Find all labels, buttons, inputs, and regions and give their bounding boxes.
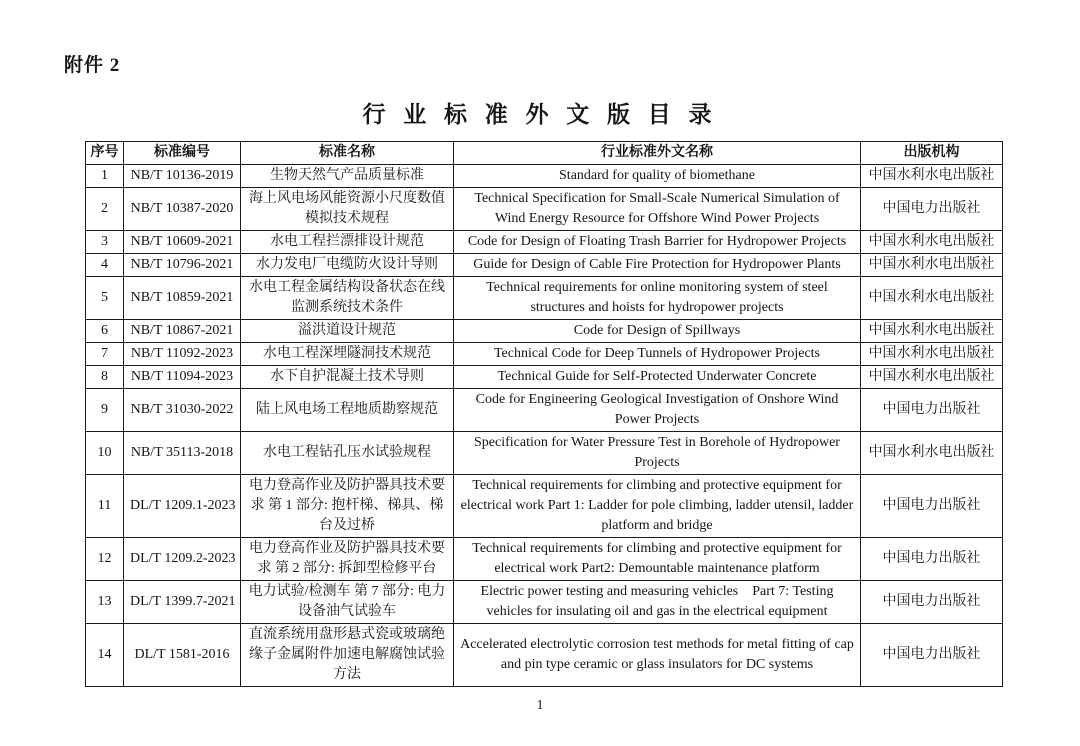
standard-name-en: Electric power testing and measuring vehicles Part 7: Testing vehicles for insulating oil and gas in the electrical equipment (454, 581, 861, 624)
publisher: 中国水利水电出版社 (861, 366, 1003, 389)
standard-code: DL/T 1399.7-2021 (124, 581, 241, 624)
standard-name-en: Technical requirements for climbing and protective equipment for electrical work Part 1: Ladder for pole climbing, ladder utensil, ladder platform and bridge (454, 475, 861, 538)
standard-name-en: Technical Code for Deep Tunnels of Hydropower Projects (454, 343, 861, 366)
standard-name-en: Standard for quality of biomethane (454, 165, 861, 188)
table-row (86, 538, 1003, 581)
standard-name-zh: 水电工程钻孔压水试验规程 (241, 432, 454, 475)
standard-code: NB/T 10136-2019 (124, 165, 241, 188)
row-number: 3 (86, 231, 124, 254)
publisher: 中国水利水电出版社 (861, 231, 1003, 254)
standard-name-en: Technical requirements for online monitoring system of steel structures and hoists for hydropower projects (454, 277, 861, 320)
standard-name-en: Accelerated electrolytic corrosion test methods for metal fitting of cap and pin type ceramic or glass insulators for DC systems (454, 624, 861, 687)
standard-code: DL/T 1209.1-2023 (124, 475, 241, 538)
table-row (86, 231, 1003, 254)
publisher: 中国水利水电出版社 (861, 320, 1003, 343)
table-row (86, 188, 1003, 231)
table-row (86, 165, 1003, 188)
standard-name-zh: 水力发电厂电缆防火设计导则 (241, 254, 454, 277)
standard-name-en: Technical Specification for Small-Scale Numerical Simulation of Wind Energy Resource for Offshore Wind Power Projects (454, 188, 861, 231)
table-row (86, 581, 1003, 624)
standard-name-zh: 水电工程拦漂排设计规范 (241, 231, 454, 254)
publisher: 中国水利水电出版社 (861, 432, 1003, 475)
table-row (86, 320, 1003, 343)
standard-code: NB/T 10859-2021 (124, 277, 241, 320)
publisher: 中国电力出版社 (861, 538, 1003, 581)
standard-code: NB/T 10867-2021 (124, 320, 241, 343)
publisher: 中国水利水电出版社 (861, 343, 1003, 366)
row-number: 5 (86, 277, 124, 320)
col-header-publisher: 出版机构 (861, 142, 1003, 165)
table-row (86, 624, 1003, 687)
standard-name-zh: 直流系统用盘形悬式瓷或玻璃绝缘子金属附件加速电解腐蚀试验方法 (241, 624, 454, 687)
standards-table (85, 141, 1003, 687)
standard-name-zh: 生物天然气产品质量标准 (241, 165, 454, 188)
standard-code: NB/T 10387-2020 (124, 188, 241, 231)
publisher: 中国电力出版社 (861, 188, 1003, 231)
row-number: 2 (86, 188, 124, 231)
table-row (86, 475, 1003, 538)
standard-name-zh: 电力试验/检测车 第 7 部分: 电力设备油气试验车 (241, 581, 454, 624)
publisher: 中国电力出版社 (861, 581, 1003, 624)
table-row (86, 277, 1003, 320)
publisher: 中国电力出版社 (861, 624, 1003, 687)
row-number: 9 (86, 389, 124, 432)
standard-name-en: Guide for Design of Cable Fire Protection for Hydropower Plants (454, 254, 861, 277)
standard-code: NB/T 10609-2021 (124, 231, 241, 254)
standard-name-zh: 电力登高作业及防护器具技术要求 第 2 部分: 拆卸型检修平台 (241, 538, 454, 581)
publisher: 中国水利水电出版社 (861, 165, 1003, 188)
standard-code: NB/T 31030-2022 (124, 389, 241, 432)
header-row (86, 142, 1003, 165)
standard-name-zh: 水下自护混凝土技术导则 (241, 366, 454, 389)
standard-name-zh: 水电工程深埋隧洞技术规范 (241, 343, 454, 366)
row-number: 6 (86, 320, 124, 343)
col-header-code: 标准编号 (124, 142, 241, 165)
table-row (86, 432, 1003, 475)
table-row (86, 389, 1003, 432)
publisher: 中国电力出版社 (861, 475, 1003, 538)
standard-name-zh: 电力登高作业及防护器具技术要求 第 1 部分: 抱杆梯、梯具、梯台及过桥 (241, 475, 454, 538)
standard-name-zh: 水电工程金属结构设备状态在线监测系统技术条件 (241, 277, 454, 320)
row-number: 8 (86, 366, 124, 389)
standard-name-en: Specification for Water Pressure Test in Borehole of Hydropower Projects (454, 432, 861, 475)
publisher: 中国水利水电出版社 (861, 277, 1003, 320)
publisher: 中国水利水电出版社 (861, 254, 1003, 277)
row-number: 10 (86, 432, 124, 475)
row-number: 14 (86, 624, 124, 687)
standard-name-en: Code for Engineering Geological Investigation of Onshore Wind Power Projects (454, 389, 861, 432)
attachment-label: 附件 2 (64, 55, 121, 76)
standard-name-zh: 陆上风电场工程地质勘察规范 (241, 389, 454, 432)
standard-code: NB/T 11092-2023 (124, 343, 241, 366)
col-header-no: 序号 (86, 142, 124, 165)
standard-code: DL/T 1581-2016 (124, 624, 241, 687)
standard-name-zh: 海上风电场风能资源小尺度数值模拟技术规程 (241, 188, 454, 231)
standard-code: NB/T 35113-2018 (124, 432, 241, 475)
row-number: 1 (86, 165, 124, 188)
row-number: 11 (86, 475, 124, 538)
col-header-name-zh: 标准名称 (241, 142, 454, 165)
row-number: 13 (86, 581, 124, 624)
row-number: 7 (86, 343, 124, 366)
standard-name-en: Technical requirements for climbing and protective equipment for electrical work Part2: Demountable maintenance platform (454, 538, 861, 581)
standard-name-en: Code for Design of Spillways (454, 320, 861, 343)
standard-name-zh: 溢洪道设计规范 (241, 320, 454, 343)
standard-code: NB/T 10796-2021 (124, 254, 241, 277)
standards-table-header (86, 142, 1003, 165)
standard-code: NB/T 11094-2023 (124, 366, 241, 389)
table-row (86, 366, 1003, 389)
page-title: 行 业 标 准 外 文 版 目 录 (362, 102, 718, 127)
standard-code: DL/T 1209.2-2023 (124, 538, 241, 581)
col-header-name-en: 行业标准外文名称 (454, 142, 861, 165)
standard-name-en: Technical Guide for Self-Protected Underwater Concrete (454, 366, 861, 389)
row-number: 4 (86, 254, 124, 277)
publisher: 中国电力出版社 (861, 389, 1003, 432)
page-number: 1 (536, 697, 544, 712)
table-row (86, 254, 1003, 277)
table-row (86, 343, 1003, 366)
standards-table-body (86, 165, 1003, 687)
standard-name-en: Code for Design of Floating Trash Barrier for Hydropower Projects (454, 231, 861, 254)
row-number: 12 (86, 538, 124, 581)
